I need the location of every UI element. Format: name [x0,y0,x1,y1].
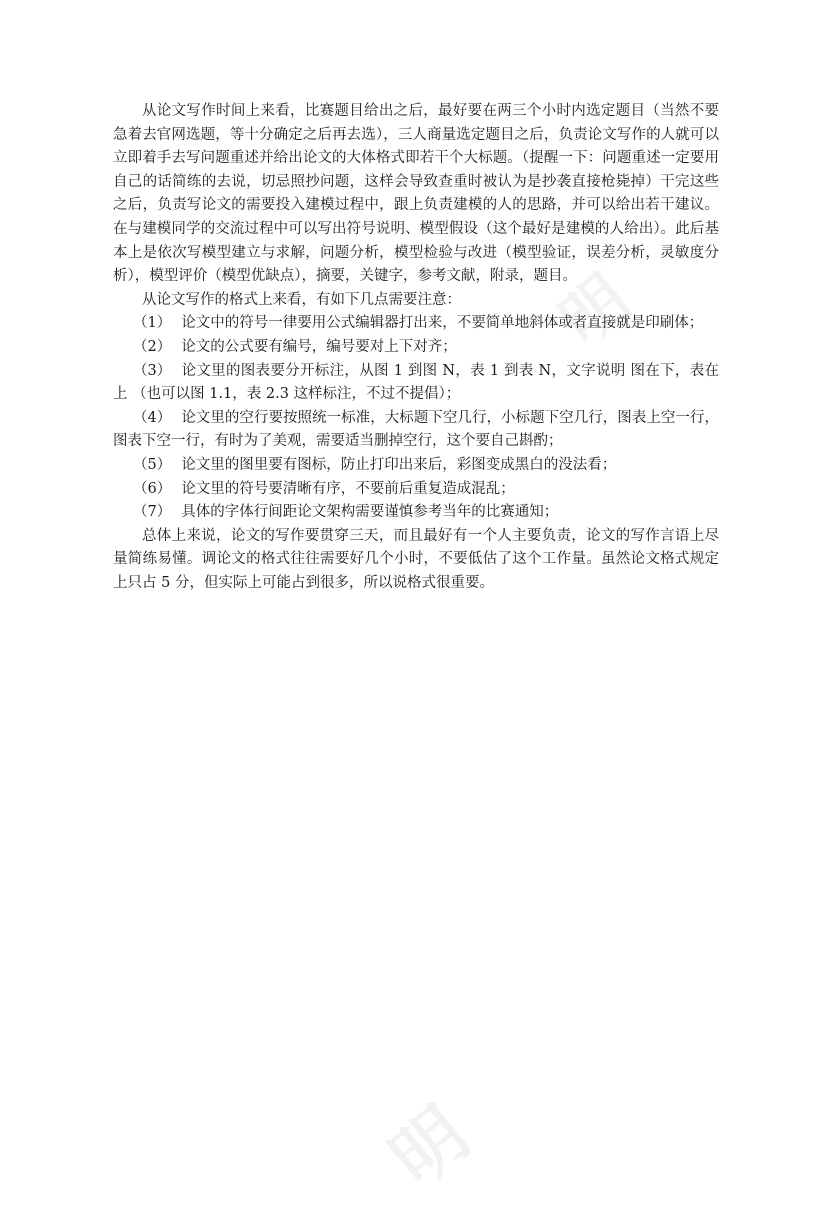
paragraph-writing-timeline: 从论文写作时间上来看，比赛题目给出之后，最好要在两三个小时内选定题目（当然不要急着去官网选题，等十分确定之后再去选），三人商量选定题目之后，负责论文写作的人就可以立即着手去写问题重述并给出论文的大体格式即若干个大标题。（提醒一下：问题重述一定要用自己的话简练的去说，切忌照抄问题，这样会导致查重时被认为是抄袭直接枪毙掉）干完这些之后，负责写论文的需要投入建模过程中，跟上负责建模的人的思路，并可以给出若干建议。在与建模同学的交流过程中可以写出符号说明、模型假设（这个最好是建模的人给出）。此后基本上是依次写模型建立与求解，问题分析，模型检验与改进（模型验证，误差分析，灵敏度分析），模型评价（模型优缺点），摘要，关键字，参考文献，附录，题目。 [113,103,719,285]
list-number: （3） [133,362,172,379]
list-text: 论文里的空行要按照统一标准，大标题下空几行，小标题下空几行，图表上空一行，图表下空一行，有时为了美观，需要适当删掉空行，这个要自己斟酌； [113,409,719,450]
list-text: 论文中的符号一律要用公式编辑器打出来，不要简单地斜体或者直接就是印刷体； [181,315,704,332]
list-number: （1） [133,315,172,332]
list-number: （2） [133,338,172,355]
list-item [113,407,719,454]
document-body [113,100,719,595]
list-item [113,360,719,407]
list-item [113,336,719,360]
list-text: 论文里的图里要有图标，防止打印出来后，彩图变成黑白的没法看； [181,456,617,473]
list-number: （7） [133,504,172,521]
watermark: 明 [547,261,645,360]
paragraph-format-intro: 从论文写作的格式上来看，有如下几点需要注意： [142,291,461,308]
list-text: 论文的公式要有编号，编号要对上下对齐； [181,338,457,355]
list-item [113,312,719,336]
list-number: （4） [133,409,172,426]
watermark: 明 [375,1091,485,1202]
list-item [113,478,719,502]
list-number: （5） [133,456,172,473]
list-text: 论文里的图表要分开标注，从图 1 到图 N，表 1 到表 N，文字说明 图在下，表在上 （也可以图 1.1，表 2.3 这样标注，不过不提倡）； [113,362,719,403]
list-text: 具体的字体行间距论文架构需要谨慎参考当年的比赛通知； [181,504,559,521]
list-item [113,454,719,478]
list-item [113,501,719,525]
list-number: （6） [133,480,172,497]
list-text: 论文里的符号要清晰有序，不要前后重复造成混乱； [181,480,515,497]
paragraph-closing: 总体上来说，论文的写作要贯穿三天，而且最好有一个人主要负责，论文的写作言语上尽量简练易懂。调论文的格式往往需要好几个小时，不要低估了这个工作量。虽然论文格式规定上只占 5 分，但实际上可能占到很多，所以说格式很重要。 [113,527,719,591]
